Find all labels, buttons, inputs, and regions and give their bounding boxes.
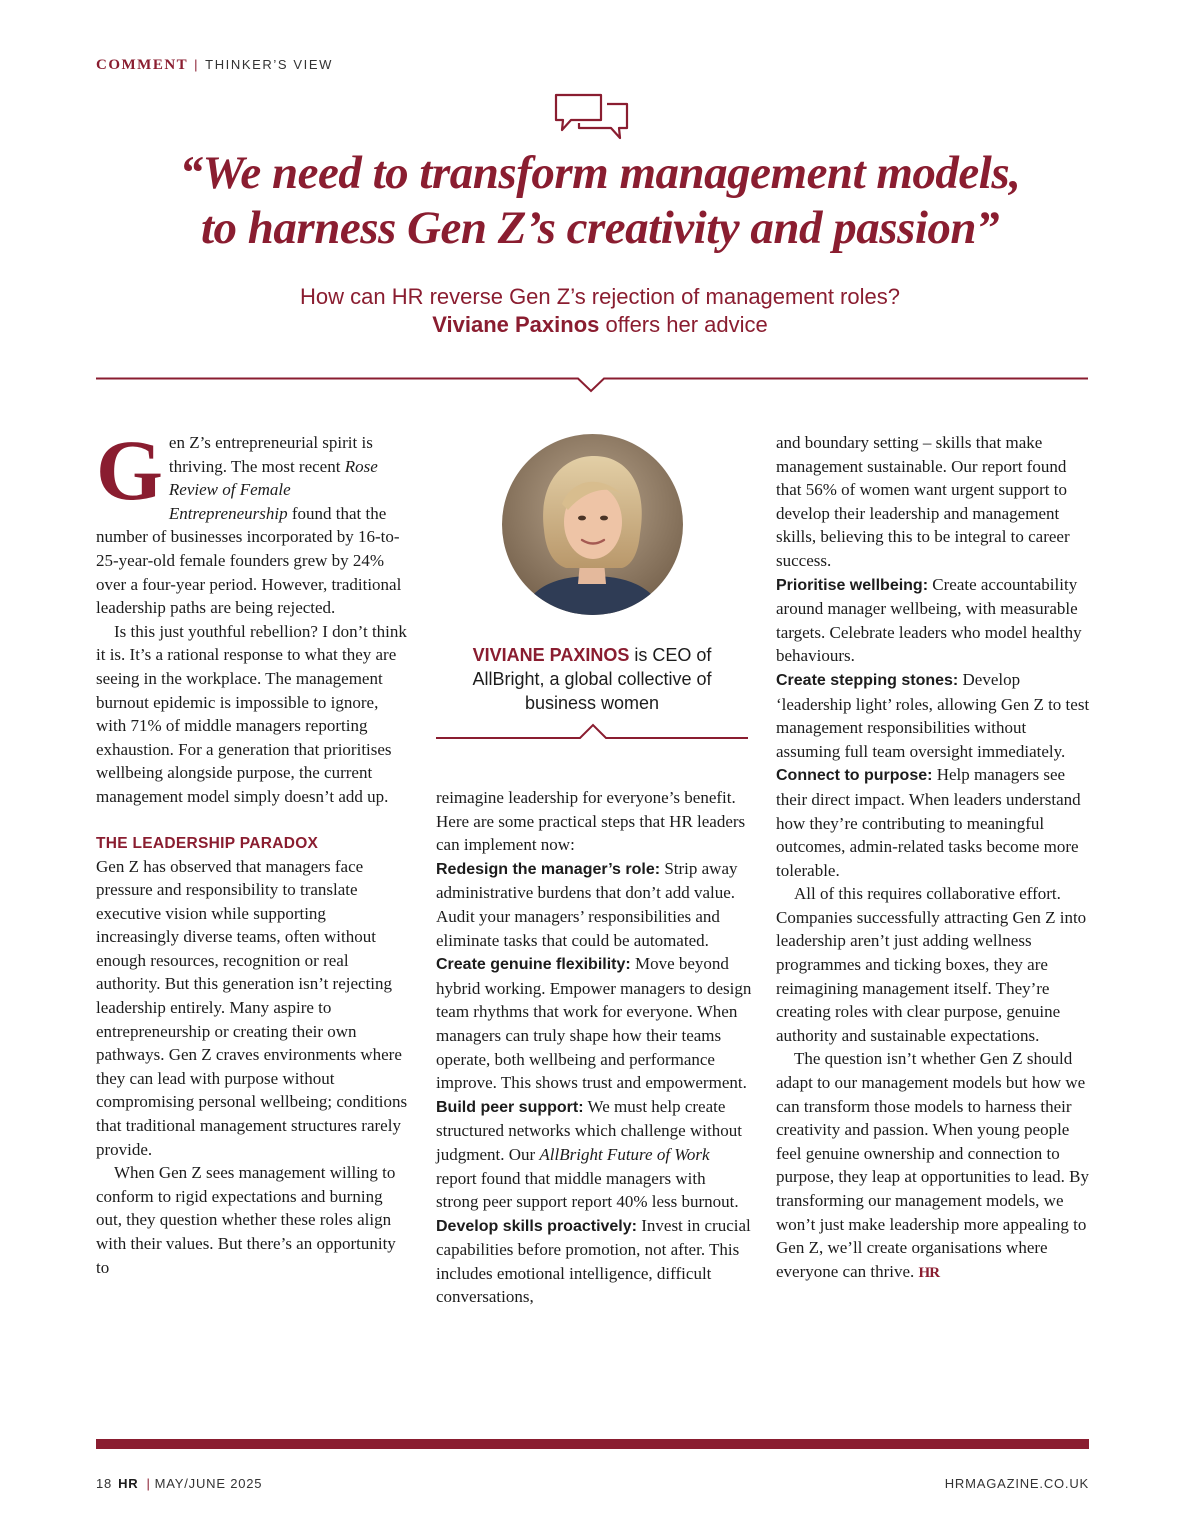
footer-folio — [96, 1476, 262, 1491]
paragraph: reimagine leadership for everyone’s benefit. Here are some practical steps that HR leaders can implement now: — [436, 788, 746, 855]
step-paragraph: Create stepping stones: Develop ‘leadership light’ roles, allowing Gen Z to test management responsibilities without assuming full team oversight immediately. — [776, 669, 1090, 761]
step-paragraph: Connect to purpose: Help managers see their direct impact. When leaders understand how they’re contributing to meaningful outcomes, admin-related tasks become more tolerable. — [776, 765, 1081, 880]
article-column-1 — [96, 422, 412, 1279]
portrait-caption — [436, 643, 748, 715]
magazine-name: HR — [118, 1476, 139, 1491]
standfirst-author: Viviane Paxinos — [432, 312, 600, 337]
page-number: 18 — [96, 1476, 113, 1491]
author-portrait — [502, 434, 683, 615]
section-subhead: THE LEADERSHIP PARADOX — [96, 834, 319, 852]
drop-cap: G — [96, 422, 163, 518]
paragraph: All of this requires collaborative effort. Companies successfully attracting Gen Z into leadership aren’t just adding wellness programmes and ticking boxes, they are reimagining management itself. They’re creating roles with clear purpose, genuine authority and sustainable expectations. — [776, 884, 1087, 1045]
paragraph: and boundary setting – skills that make management sustainable. Our report found that 56% of women want urgent support to develop their leadership and management skills, believing this to be integral to career success. — [776, 433, 1070, 570]
step-paragraph: Prioritise wellbeing: Create accountability around manager wellbeing, with measurable targets. Celebrate leaders who model healthy behaviours. — [776, 574, 1082, 666]
step-lead: Redesign the manager’s role: — [436, 860, 661, 878]
website-url: HRMAGAZINE.CO.UK — [944, 1476, 1089, 1491]
report-title: AllBright Future of Work — [539, 1144, 710, 1164]
step-lead: Create genuine flexibility: — [436, 956, 631, 974]
footer-separator: | — [146, 1476, 151, 1491]
standfirst-rest: offers her advice — [599, 312, 768, 337]
paragraph: The question isn’t whether Gen Z should adapt to our management models but how we can transform those models to harness their creativity and passion. When young people feel genuine ownership and connection to purpose, they leap at opportunities to lead. By transforming our management models, we won’t just make leadership more appealing to Gen Z, we’ll create organisations where everyone can thrive. HR — [776, 1049, 1090, 1281]
issue-date: MAY/JUNE 2025 — [154, 1476, 263, 1491]
step-paragraph: Build peer support: We must help create structured networks which challenge without judgment. Our AllBright Future of Work report found that middle managers with strong peer support report 40% less burnout. — [436, 1096, 742, 1212]
end-mark-logo: HR — [918, 1264, 940, 1281]
section-label: COMMENT — [96, 57, 189, 73]
publication-title: Rose Review of Female Entrepreneurship — [168, 456, 378, 523]
article-column-2 — [436, 786, 752, 1309]
caption-name: VIVIANE PAXINOS — [472, 645, 630, 665]
paragraph: When Gen Z sees management willing to conform to rigid expectations and burning out, they question whether these roles align with their values. But there’s an opportunity to — [96, 1163, 396, 1277]
headline-line-1: “We need to transform management models, — [179, 147, 1021, 199]
step-paragraph: Redesign the manager’s role: Strip away administrative burdens that don’t add value. Audit your managers’ responsibilities and eliminate tasks that could be automated. — [436, 858, 738, 950]
header-separator: | — [194, 57, 200, 72]
headline-line-2: to harness Gen Z’s creativity and passion” — [200, 202, 1000, 254]
footer-bar — [96, 1439, 1089, 1449]
step-paragraph: Create genuine flexibility: Move beyond hybrid working. Empower managers to design team rhythms that work for everyone. When managers can truly shape how their teams operate, both wellbeing and performance improve. This shows trust and empowerment. — [436, 954, 752, 1093]
step-lead: Prioritise wellbeing: — [776, 576, 929, 594]
standfirst-line-1: How can HR reverse Gen Z’s rejection of management roles? — [300, 284, 900, 309]
step-paragraph: Develop skills proactively: Invest in crucial capabilities before promotion, not after. This includes emotional intelligence, difficult conversations, — [436, 1215, 751, 1307]
paragraph: Is this just youthful rebellion? I don’t think it is. It’s a rational response to what they are seeing in the workplace. The management burnout epidemic is impossible to ignore, with 71% of middle managers reporting exhaustion. For a generation that prioritises wellbeing alongside purpose, the current management model simply doesn’t add up. — [96, 621, 407, 806]
paragraph: Gen Z has observed that managers face pressure and responsibility to translate executive vision while supporting increasingly diverse teams, often without enough resources, recognition or real authority. But this generation isn’t rejecting leadership entirely. Many aspire to entrepreneurship or creating their own pathways. Gen Z craves environments where they can lead with purpose without compromising personal wellbeing; conditions that traditional management structures rarely provide. — [96, 856, 408, 1159]
subsection-label: THINKER’S VIEW — [205, 57, 334, 72]
step-lead: Build peer support: — [436, 1098, 584, 1116]
step-lead: Create stepping stones: — [776, 671, 959, 689]
step-lead: Develop skills proactively: — [436, 1217, 637, 1235]
article-column-3 — [776, 431, 1092, 1285]
paragraph: Gen Z’s entrepreneurial spirit is thriving. The most recent Rose Review of Female Entrepreneurship found that the number of businesses incorporated by 16-to-25-year-old female founders grew by 24% over a four-year period. However, traditional leadership paths are being rejected. — [96, 422, 402, 618]
step-lead: Connect to purpose: — [776, 767, 933, 785]
caption-text: is CEO of AllBright, a global collective of business women — [472, 645, 712, 713]
